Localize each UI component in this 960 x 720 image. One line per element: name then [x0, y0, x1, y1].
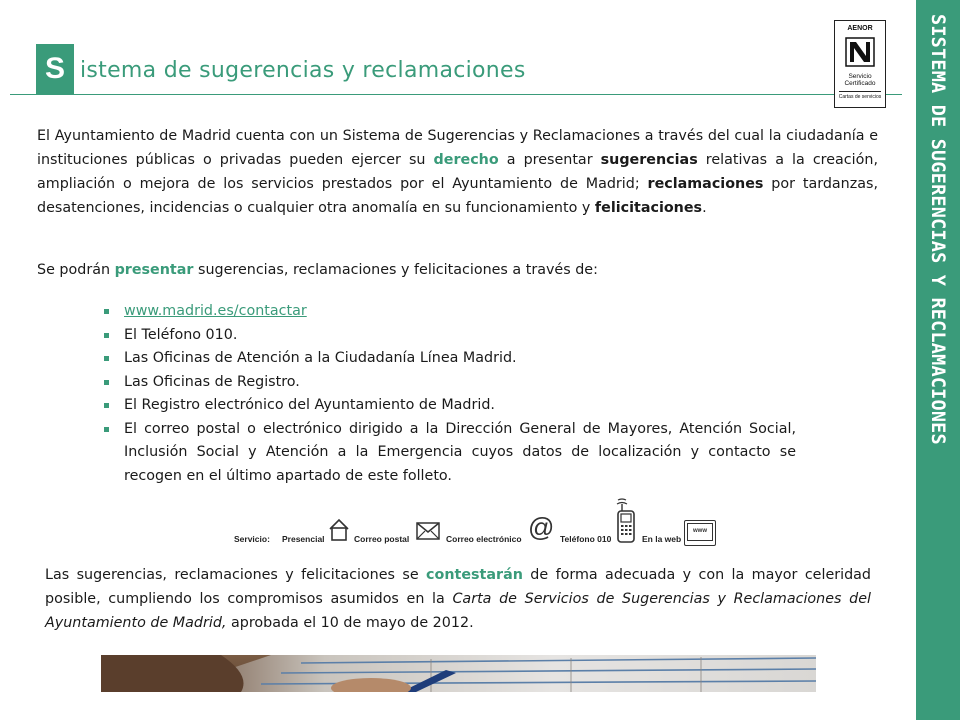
closing-carta: Carta de Servicios de Sugerencias y Reclamaciones del Ayuntamiento de Madrid, — [45, 591, 871, 631]
mobile-phone-icon — [614, 498, 638, 544]
list-item-text: Las Oficinas de Atención a la Ciudadanía Línea Madrid. — [124, 350, 517, 366]
channels-list — [104, 300, 796, 488]
aenor-brand: AENOR — [847, 25, 873, 32]
service-channels-row — [232, 498, 722, 552]
correo-electronico-label: Correo electrónico — [446, 534, 522, 544]
envelope-icon — [416, 522, 440, 540]
page-title: istema de sugerencias y reclamaciones — [80, 58, 526, 83]
intro-text-4: por tardanzas, desatenciones, incidencias o cualquier otra anomalía en su funcionamiento y — [37, 176, 878, 216]
aenor-certification-logo — [834, 20, 886, 108]
intro-text-3: relativas a la creación, ampliación o mejora de los servicios prestados por el Ayuntamiento de Madrid; — [37, 152, 878, 192]
bullet-icon — [104, 333, 109, 338]
intro-reclamaciones: reclamaciones — [647, 176, 764, 192]
aenor-separator — [839, 91, 881, 92]
title-initial-box: S — [36, 44, 74, 94]
aenor-line2: Certificado — [844, 80, 876, 87]
web-screen-text: www — [687, 523, 713, 541]
list-item-text: Las Oficinas de Registro. — [124, 373, 300, 390]
side-banner-text: SISTEMA DE SUGERENCIAS Y RECLAMACIONES — [927, 14, 948, 445]
list-item — [104, 394, 796, 418]
intro-felicitaciones: felicitaciones — [594, 200, 703, 216]
web-screen-icon — [684, 520, 716, 546]
closing-text-1: Las sugerencias, reclamaciones y felicitaciones se — [45, 567, 427, 583]
bullet-icon — [104, 309, 109, 314]
closing-text-3: aprobada el 10 de mayo de 2012. — [226, 615, 474, 631]
intro-derecho: derecho — [433, 152, 499, 168]
form-photo-strip — [101, 655, 816, 692]
presencial-label: Presencial — [282, 534, 325, 544]
telefono-label: Teléfono 010 — [560, 534, 612, 544]
title-divider — [10, 94, 902, 95]
list-item — [104, 418, 796, 489]
aenor-line3: Cartas de servicios — [838, 94, 882, 100]
form-photo-illustration — [101, 655, 816, 692]
list-item-text: El Registro electrónico del Ayuntamiento de Madrid. — [124, 397, 495, 413]
channels-intro-text-1: Se podrán — [37, 262, 115, 278]
closing-contestaran: contestarán — [426, 567, 523, 583]
aenor-n-icon — [845, 37, 875, 67]
intro-text-1: El Ayuntamiento de Madrid cuenta con un Sistema de Sugerencias y Reclamaciones a través del cual la ciudadanía e instituciones públicas o privadas pueden ejercer su — [37, 128, 878, 168]
list-item — [104, 300, 796, 324]
list-item-text: El correo postal o electrónico dirigido a la Dirección General de Mayores, Atención Social, Inclusión Social y Atención a la Emergencia cuyos datos de localización y contacto se recogen en el último apartado de este folleto. — [124, 420, 796, 484]
intro-text-2: a presentar — [498, 152, 601, 168]
channels-intro — [37, 258, 797, 282]
contact-link[interactable]: www.madrid.es/contactar — [124, 303, 307, 319]
bullet-icon — [104, 427, 109, 432]
bullet-icon — [104, 380, 109, 385]
bullet-icon — [104, 403, 109, 408]
list-item-text: El Teléfono 010. — [124, 326, 238, 343]
correo-postal-label: Correo postal — [354, 534, 410, 544]
list-item — [104, 347, 796, 371]
at-sign-icon: @ — [528, 512, 555, 542]
list-item — [104, 324, 796, 348]
bullet-icon — [104, 356, 109, 361]
web-label: En la web — [642, 534, 682, 544]
building-icon — [328, 518, 350, 542]
servicio-label: Servicio: — [234, 534, 270, 544]
channels-intro-presentar: presentar — [114, 262, 194, 278]
intro-text-5: . — [702, 200, 707, 216]
closing-text-2: de forma adecuada y con la mayor celeridad posible, cumpliendo los compromisos asumidos en la — [45, 567, 872, 607]
list-item — [104, 371, 796, 395]
aenor-line1: Servicio — [848, 73, 872, 80]
closing-paragraph — [45, 563, 871, 635]
intro-sugerencias: sugerencias — [600, 152, 698, 168]
channels-intro-text-2: sugerencias, reclamaciones y felicitaciones a través de: — [193, 262, 598, 278]
intro-paragraph — [37, 124, 878, 220]
